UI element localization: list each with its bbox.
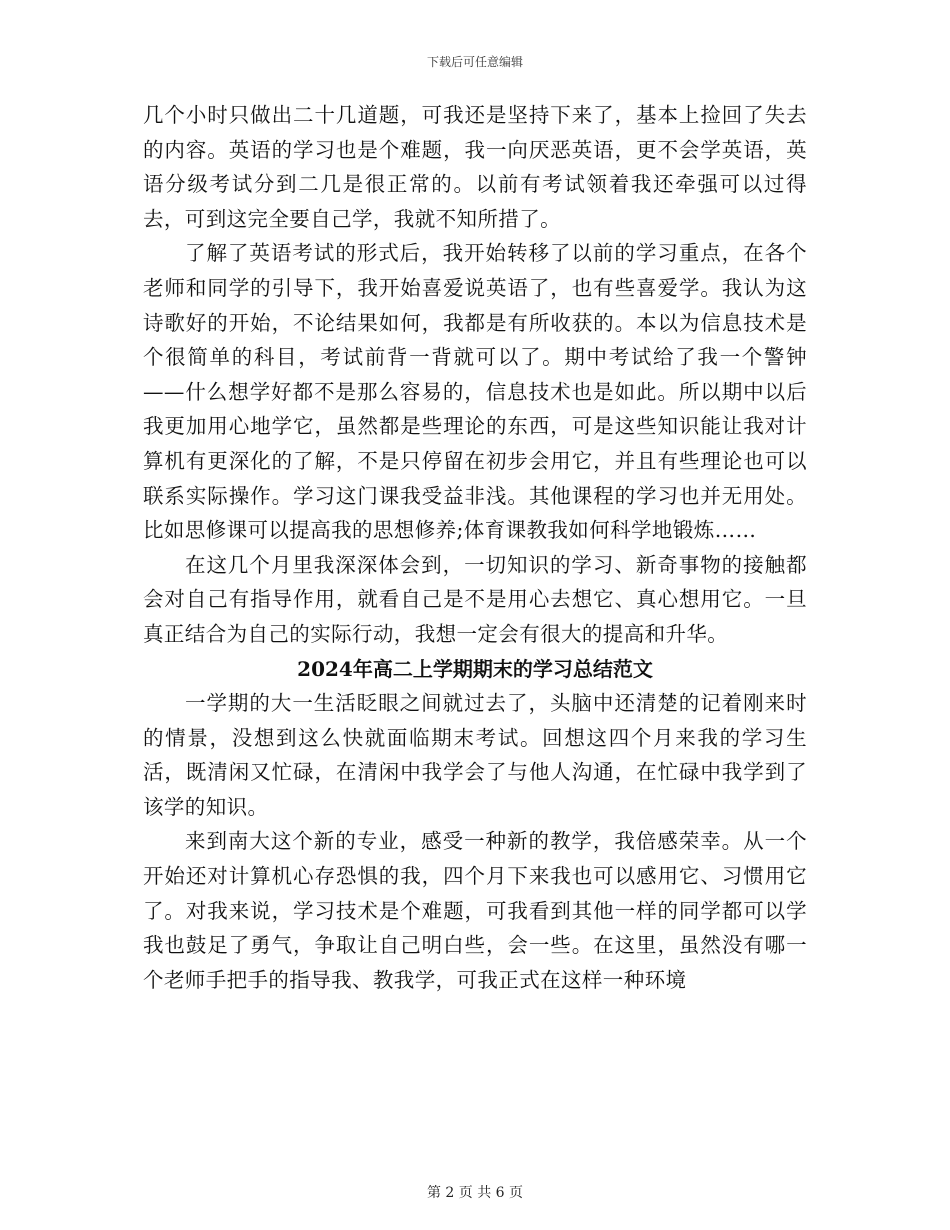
page-footer: 第 2 页 共 6 页: [426, 1185, 524, 1201]
paragraph: 在这几个月里我深深体会到，一切知识的学习、新奇事物的接触都会对自己有指导作用，就看自己是不是用心去想它、真心想用它。一旦真正结合为自己的实际行动，我想一定会有很大的提高和升华。: [143, 552, 807, 646]
document-body: [143, 98, 807, 997]
paragraph: 一学期的大一生活眨眼之间就过去了，头脑中还清楚的记着刚来时的情景，没想到这么快就面临期末考试。回想这四个月来我的学习生活，既清闲又忙碌，在清闲中我学会了与他人沟通，在忙碌中我学到了该学的知识。: [143, 691, 807, 819]
paragraph-continued: 几个小时只做出二十几道题，可我还是坚持下来了，基本上捡回了失去的内容。英语的学习也是个难题，我一向厌恶英语，更不会学英语，英语分级考试分到二几是很正常的。以前有考试领着我还牵强可以过得去，可到这完全要自己学，我就不知所措了。: [143, 103, 807, 231]
paragraph: 来到南大这个新的专业，感受一种新的教学，我倍感荣幸。从一个开始还对计算机心存恐惧的我，四个月下来我也可以感用它、习惯用它了。对我来说，学习技术是个难题，可我看到其他一样的同学都可以学我也鼓足了勇气，争取让自己明白些，会一些。在这里，虽然没有哪一个老师手把手的指导我、教我学，可我正式在这样一种环境: [143, 829, 807, 992]
page-header: 下载后可任意编辑: [426, 55, 523, 69]
section-title: 2024年高二上学期期末的学习总结范文: [297, 656, 653, 681]
paragraph: 了解了英语考试的形式后，我开始转移了以前的学习重点，在各个老师和同学的引导下，我开始喜爱说英语了，也有些喜爱学。我认为这诗歌好的开始，不论结果如何，我都是有所收获的。本以为信息技术是个很简单的科目，考试前背一背就可以了。期中考试给了我一个警钟——什么想学好都不是那么容易的，信息技术也是如此。所以期中以后我更加用心地学它，虽然都是些理论的东西，可是这些知识能让我对计算机有更深化的了解，不是只停留在初步会用它，并且有些理论也可以联系实际操作。学习这门课我受益非浅。其他课程的学习也并无用处。比如思修课可以提高我的思想修养;体育课教我如何科学地锻炼……: [143, 241, 807, 543]
